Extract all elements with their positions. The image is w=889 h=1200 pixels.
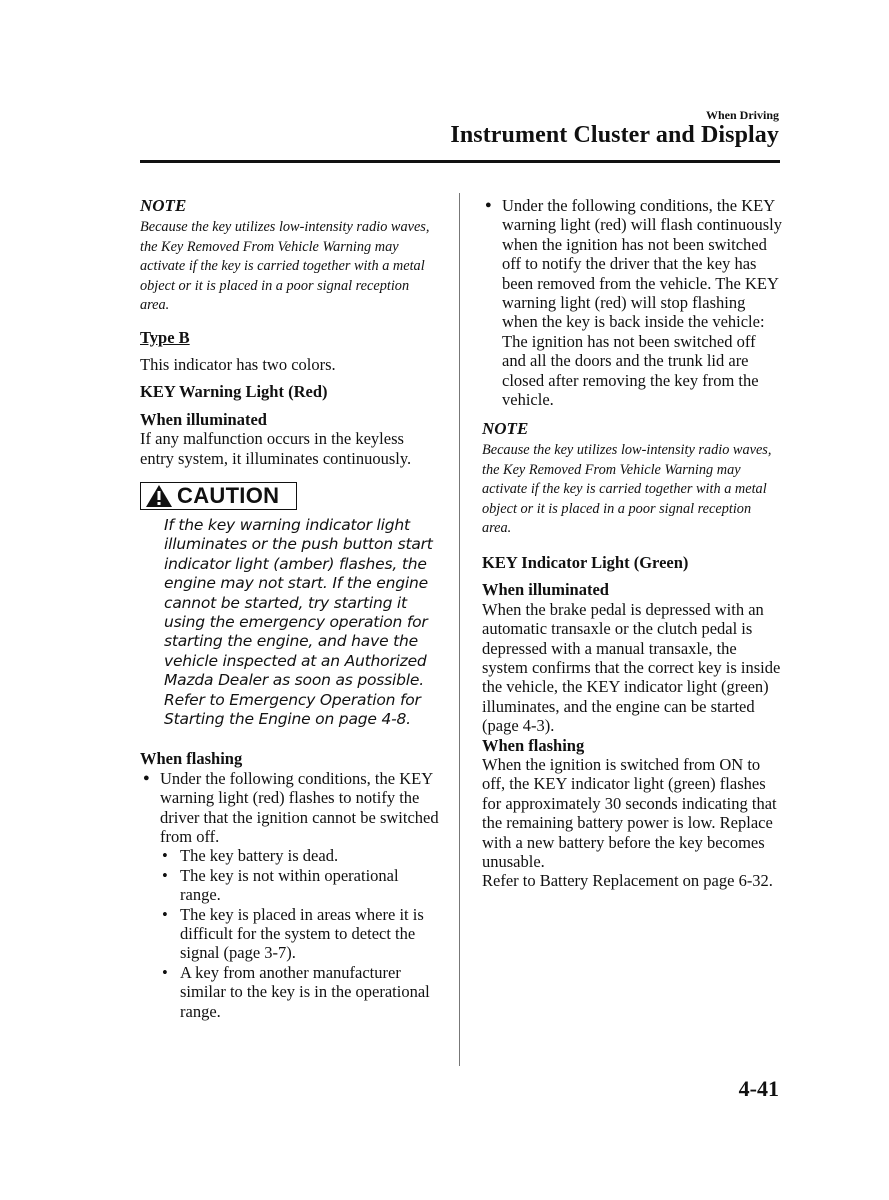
removed-key-condition: The ignition has not been switched off and all the doors and the trunk lid are closed after removing the key from the vehicle. (502, 331, 759, 410)
page-title: Instrument Cluster and Display (450, 122, 779, 148)
type-b-heading: Type B (140, 327, 190, 347)
key-warning-red-heading: KEY Warning Light (Red) (140, 382, 328, 402)
caution-label: CAUTION (177, 483, 280, 509)
when-flashing-heading: When flashing (482, 735, 585, 755)
removed-key-text: Under the following conditions, the KEY warning light (red) will flash continuously when the ignition has not been switched off to notify the driver that the key has been removed from the vehicle. The KEY warning light (red) will stop flashing when the key is back inside the vehicle: (502, 196, 782, 332)
battery-reference-text: Refer to Battery Replacement on page 6-32. (482, 871, 773, 891)
title-rule (140, 160, 780, 163)
when-illuminated-heading: When illuminated (482, 580, 609, 600)
left-column (140, 196, 440, 1021)
warning-triangle-icon (145, 484, 173, 508)
sub-list-item: • The key is placed in areas where it is difficult for the system to detect the signal (page 3-7). (160, 905, 440, 963)
column-divider (459, 193, 460, 1066)
key-indicator-green-heading: KEY Indicator Light (Green) (482, 552, 689, 572)
caution-box (140, 482, 297, 510)
caution-text: If the key warning indicator light illuminates or the push button start indicator light (amber) flashes, the engine may not start. If the engine cannot be started, try starting it using the emergency operation for starting the engine, and have the vehicle inspected at an Authorized Mazda Dealer as soon as possible. Refer to Emergency Operation for Starting the Engine on page 4-8. (164, 515, 433, 728)
sub-list-item: • A key from another manufacturer similar to the key is in the operational range. (160, 963, 440, 1021)
page-number: 4-41 (738, 1076, 779, 1101)
section-label: When Driving (705, 108, 779, 122)
note-heading: NOTE (140, 196, 187, 215)
sub-list-item: • The key is not within operational range. (160, 866, 440, 905)
type-b-description: This indicator has two colors. (140, 354, 336, 374)
note-text: Because the key utilizes low-intensity radio waves, the Key Removed From Vehicle Warning may activate if the key is carried together with a metal object or it is placed in a poor signal reception area. (140, 219, 430, 313)
note-heading: NOTE (482, 419, 529, 439)
flash-condition-text: Under the following conditions, the KEY warning light (red) flashes to notify the driver that the ignition cannot be switched from off. (160, 768, 439, 847)
sub-list-item: • The key battery is dead. (160, 846, 440, 865)
sub-list (160, 846, 440, 1021)
list-item (482, 196, 782, 409)
note-text: Because the key utilizes low-intensity radio waves, the Key Removed From Vehicle Warning may activate if the key is carried together with a metal object or it is placed in a poor signal reception area. (482, 442, 772, 537)
flash-conditions-list (140, 769, 440, 1021)
when-flashing-heading: When flashing (140, 749, 243, 769)
when-illuminated-text: When the brake pedal is depressed with an automatic transaxle or the clutch pedal is depressed with a manual transaxle, the system confirms that the correct key is inside the vehicle, the KEY indicator light (green) illuminates, and the engine can be started (page 4-3). (482, 599, 781, 736)
when-illuminated-text: If any malfunction occurs in the keyless entry system, it illuminates continuously. (140, 429, 412, 468)
when-illuminated-heading: When illuminated (140, 409, 267, 429)
removed-key-list (482, 196, 782, 409)
list-item (140, 769, 440, 1021)
right-column (482, 196, 782, 891)
when-flashing-text: When the ignition is switched from ON to off, the KEY indicator light (green) flashes for approximately 30 seconds indicating that the remaining battery power is low. Replace with a new battery before the key becomes unusable. (482, 755, 777, 872)
